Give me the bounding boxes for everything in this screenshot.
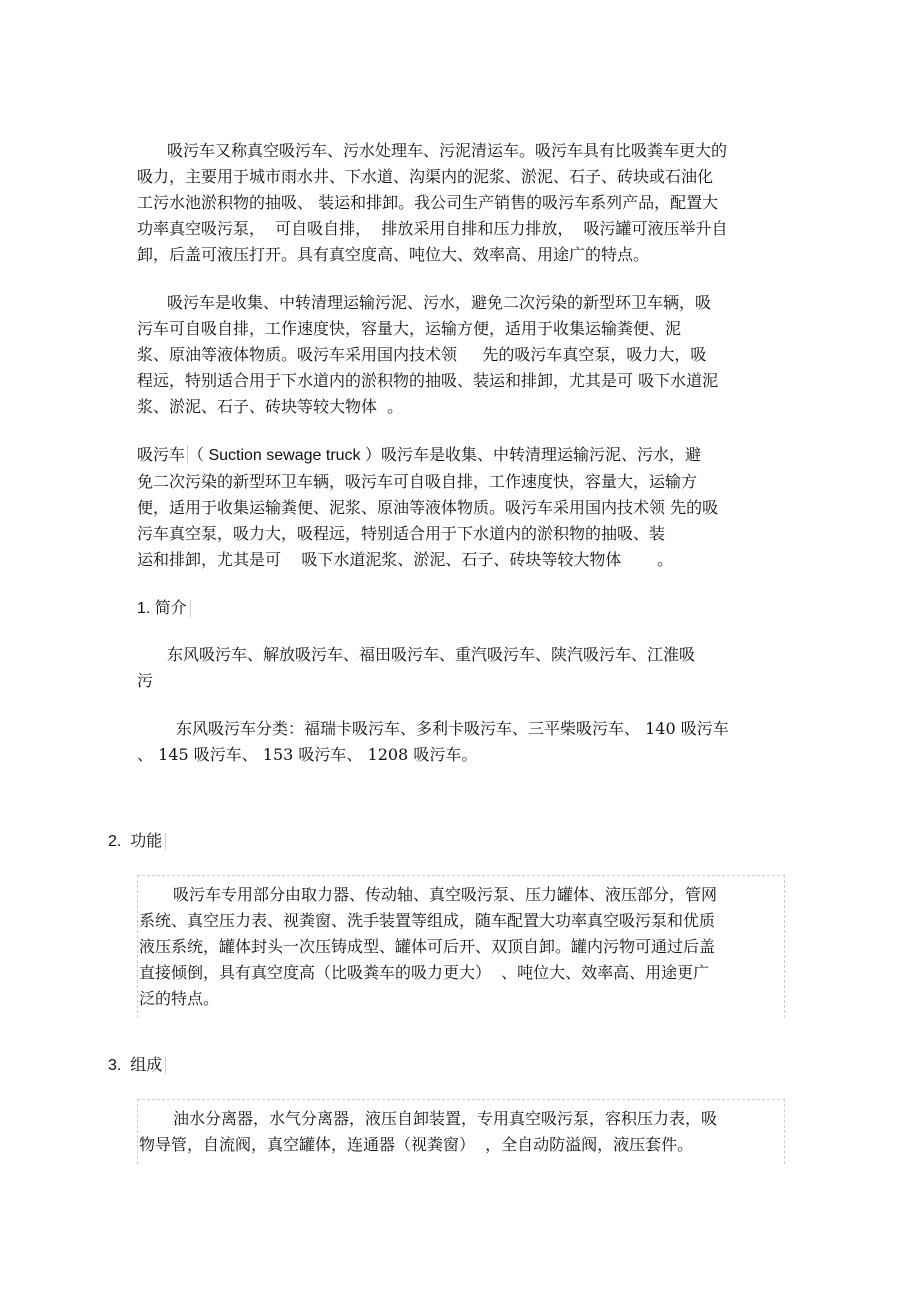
types-line: 、 145 吸污车、 153 吸污车、 1208 吸污车。 (137, 745, 478, 764)
brands-line: 东风吸污车、解放吸污车、福田吸污车、重汽吸污车、陕汽吸污车、江淮吸 (167, 645, 696, 664)
composition-line: 物导管，自流阀，真空罐体，连通器（视粪窗） ，全自动防溢阀，液压套件。 (139, 1135, 694, 1154)
section3-heading (108, 1052, 797, 1079)
para3-line: 污车真空泵，吸力大，吸程远，特别适合用于下水道内的淤积物的抽吸、装 (137, 524, 666, 543)
brands-line: 污 (137, 671, 154, 690)
heading-text: 2. 功能 (108, 833, 166, 850)
function-line: 液压系统，罐体封头一次压铸成型、罐体可后开、双顶自卸。罐内污物可通过后盖 (139, 937, 716, 956)
heading-text: 3. 组成 (108, 1057, 166, 1074)
composition-line: 油水分离器，水气分离器，液压自卸装置，专用真空吸污泵，容积压力表，吸 (173, 1109, 718, 1128)
term: 吸污车 (137, 445, 188, 464)
para2 (137, 290, 797, 420)
function-line: 系统、真空压力表、视粪窗、洗手装置等组成，随车配置大功率真空吸污泵和优质 (139, 911, 716, 930)
para1-line: 工污水池淤积物的抽吸、 装运和排卸。我公司生产销售的吸污车系列产品，配置大 (137, 193, 719, 212)
para1-line: 卸，后盖可液压打开。具有真空度高、吨位大、效率高、用途广的特点。 (137, 245, 650, 264)
para1-line: 吸力，主要用于城市雨水井、下水道、沟渠内的泥浆、淤泥、石子、砖块或石油化 (137, 167, 714, 186)
heading-text: 1. 简介 (137, 600, 191, 617)
brands-para (137, 642, 797, 694)
section1-heading (137, 595, 797, 622)
function-line: 吸污车专用部分由取力器、传动轴、真空吸污泵、压力罐体、液压部分，管网 (173, 885, 718, 904)
types-para (137, 716, 797, 768)
composition-box (137, 1099, 785, 1164)
para1 (137, 138, 797, 268)
types-line: 东风吸污车分类：福瑞卡吸污车、多利卡吸污车、三平柴吸污车、 140 吸污车 (176, 719, 729, 738)
function-line: 泛的特点。 (139, 989, 220, 1008)
function-box (137, 875, 785, 1018)
para1-line: 功率真空吸污泵， 可自吸自排， 排放采用自排和压力排放， 吸污罐可液压举升自 (137, 219, 728, 238)
para1-line: 吸污车又称真空吸污车、污水处理车、污泥清运车。吸污车具有比吸粪车更大的 (167, 141, 728, 160)
para2-line: 浆、原油等液体物质。吸污车采用国内技术领 先的吸污车真空泵，吸力大，吸 (137, 345, 707, 364)
para3-line: 便，适用于收集运输粪便、泥浆、原油等液体物质。吸污车采用国内技术领 先的吸 (137, 498, 719, 517)
para2-line: 程远，特别适合用于下水道内的淤积物的抽吸、装运和排卸，尤其是可 吸下水道泥 (137, 371, 719, 390)
para3 (137, 442, 797, 573)
para2-line: 污车可自吸自排，工作速度快，容量大，运输方便，适用于收集运输粪便、泥 (137, 319, 682, 338)
para3-line1-text: 吸污车是收集、中转清理运输污泥、污水，避 (381, 445, 702, 464)
document-body (108, 138, 797, 1198)
section2-heading (108, 828, 797, 855)
para3-line: 运和排卸，尤其是可 吸下水道泥浆、淤泥、石子、砖块等较大物体 。 (137, 550, 673, 569)
para3-line (137, 442, 797, 469)
para3-line: 免二次污染的新型环卫车辆，吸污车可自吸自排，工作速度快，容量大，运输方 (137, 472, 698, 491)
function-line: 直接倾倒，具有真空度高（比吸粪车的吸力更大） 、吨位大、效率高、用途更广 (139, 963, 710, 982)
para2-line: 浆、淤泥、石子、砖块等较大物体 。 (137, 397, 404, 416)
para2-line: 吸污车是收集、中转清理运输污泥、污水，避免二次污染的新型环卫车辆，吸 (167, 293, 712, 312)
english-term: （ Suction sewage truck ） (188, 447, 381, 464)
